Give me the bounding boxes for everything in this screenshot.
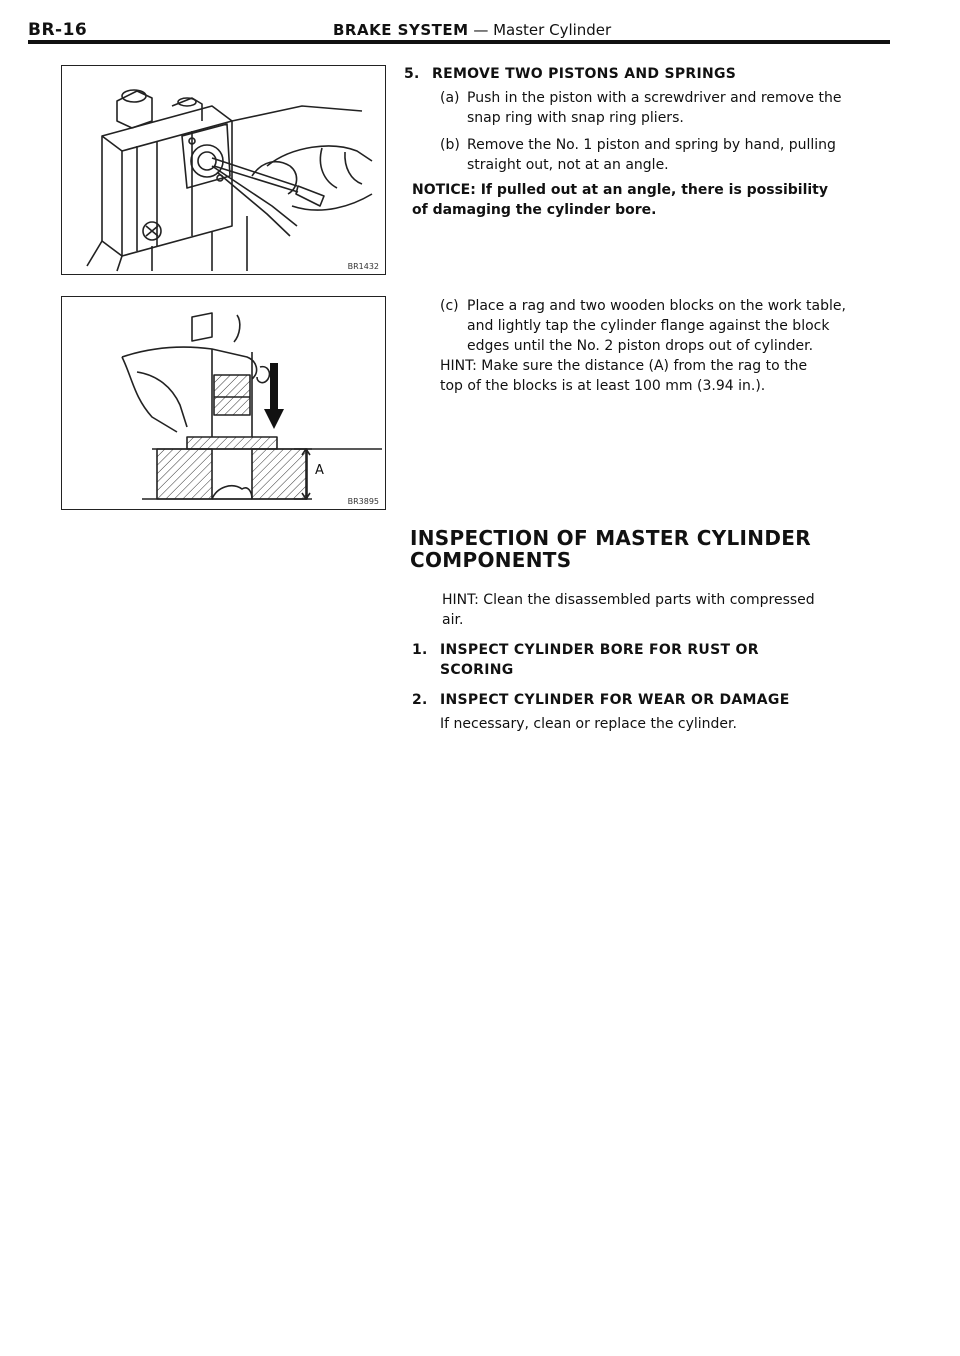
figure-code: BR3895: [347, 497, 379, 506]
step-5c-line1: Place a rag and two wooden blocks on the work table,: [467, 298, 846, 314]
step-number: 1.: [412, 642, 428, 658]
master-cylinder-illustration: [62, 66, 384, 273]
figure-snap-ring-removal: [61, 65, 386, 275]
step-number: 2.: [412, 692, 428, 708]
step-5c: [440, 296, 900, 356]
inspection-heading: [410, 527, 811, 571]
notice-block: [412, 180, 892, 220]
inspect-step-2-text: If necessary, clean or replace the cylinder.: [440, 716, 737, 732]
step-5c-line2: and lightly tap the cylinder flange against the block: [467, 318, 830, 334]
inspection-hint-line1: HINT: Clean the disassembled parts with compressed: [442, 592, 815, 608]
notice-line1: NOTICE: If pulled out at an angle, there is possibility: [412, 182, 828, 198]
dimension-label: A: [315, 463, 324, 478]
step-5a-line1: Push in the piston with a screwdriver and remove the: [467, 90, 842, 106]
notice-line2: of damaging the cylinder bore.: [412, 202, 657, 218]
inspection-heading-line1: INSPECTION OF MASTER CYLINDER: [410, 526, 811, 550]
figure-code: BR1432: [347, 262, 379, 271]
page-header: [28, 20, 892, 42]
inspect-step-2: [412, 692, 790, 708]
section-name: BRAKE SYSTEM: [333, 21, 469, 39]
piston-removal-illustration: [62, 297, 384, 508]
step-5-heading: [404, 66, 736, 82]
section-title: [333, 21, 611, 39]
inspect-step-2-title: INSPECT CYLINDER FOR WEAR OR DAMAGE: [440, 692, 790, 708]
step-5c-line3: edges until the No. 2 piston drops out of cylinder.: [467, 338, 814, 354]
inspect-step-1: [412, 640, 759, 680]
hint-block-5c: [440, 356, 900, 396]
sub-label: (b): [440, 137, 460, 153]
step-number: 5.: [404, 66, 420, 82]
down-arrow-icon: [264, 363, 284, 429]
page-code: BR-16: [28, 20, 88, 40]
subsection-name: — Master Cylinder: [468, 21, 612, 39]
inspect-step-1-line1: INSPECT CYLINDER BORE FOR RUST OR: [440, 642, 759, 658]
inspect-step-1-line2: SCORING: [440, 662, 514, 678]
step-5b-line1: Remove the No. 1 piston and spring by hand, pulling: [467, 137, 836, 153]
step-5a-line2: snap ring with snap ring pliers.: [467, 110, 684, 126]
figure-piston-drop: [61, 296, 386, 510]
hint-line2: top of the blocks is at least 100 mm (3.94 in.).: [440, 378, 766, 394]
sub-label: (c): [440, 298, 459, 314]
step-5b-line2: straight out, not at an angle.: [467, 157, 669, 173]
hint-line1: HINT: Make sure the distance (A) from the rag to the: [440, 358, 808, 374]
step-5b: [440, 135, 900, 175]
inspection-heading-line2: COMPONENTS: [410, 548, 572, 572]
sub-label: (a): [440, 90, 460, 106]
inspection-hint: [442, 590, 902, 630]
header-rule: [28, 40, 890, 44]
step-5a: [440, 88, 900, 128]
inspection-hint-line2: air.: [442, 612, 464, 628]
step-title: REMOVE TWO PISTONS AND SPRINGS: [432, 66, 737, 82]
